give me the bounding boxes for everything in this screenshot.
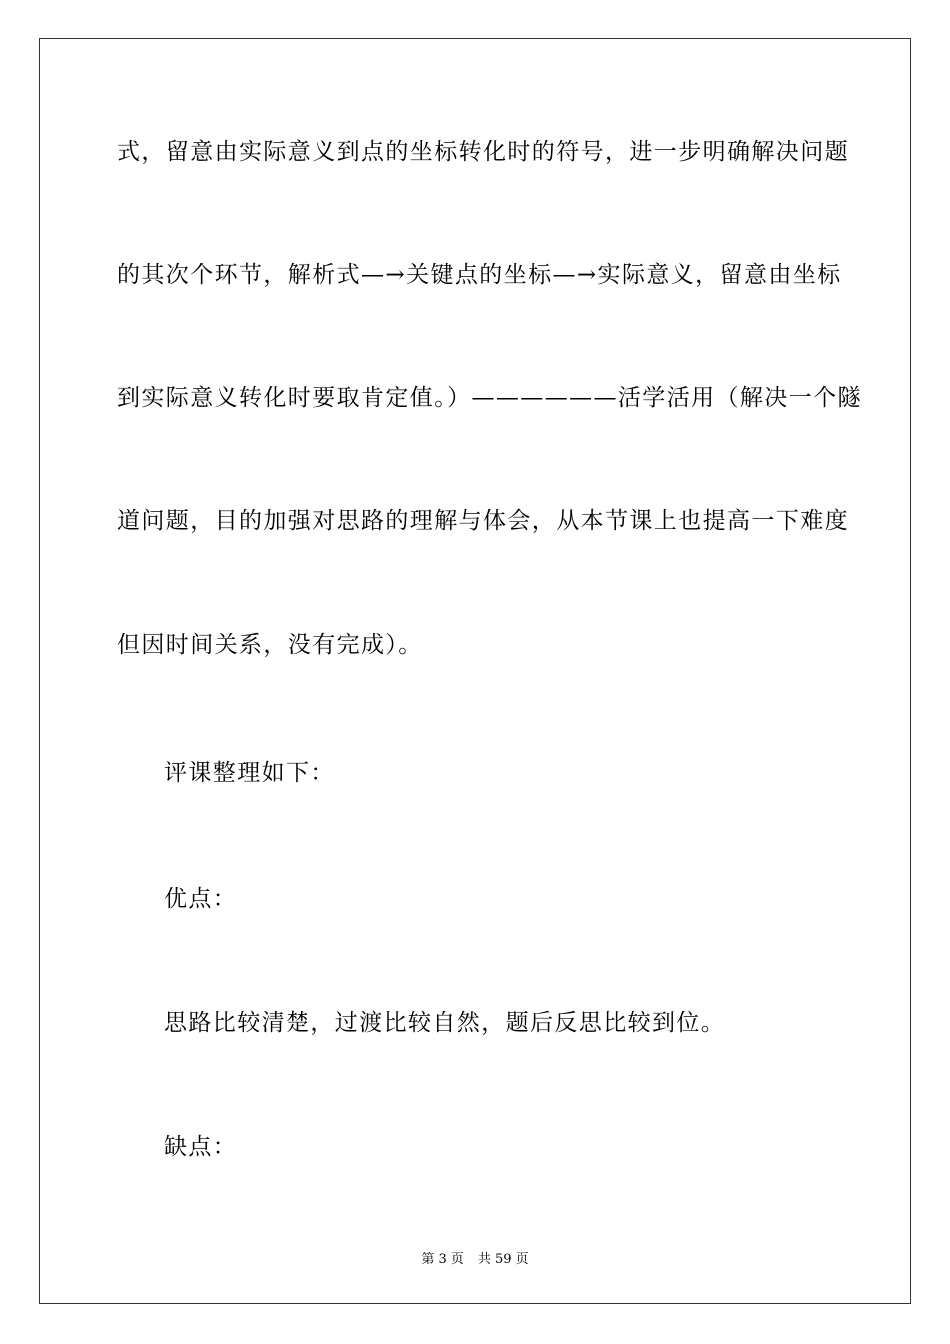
body-line-2: 的其次个环节，解析式—→关键点的坐标—→实际意义，留意由坐标 [117,262,842,288]
page-total: 共 59 页 [477,1252,529,1267]
page-frame [39,38,911,1304]
page-footer [0,1248,950,1267]
pros-text: 思路比较清楚，过渡比较自然，题后反思比较到位。 [164,1010,726,1036]
body-line-5: 但因时间关系，没有完成）。 [117,632,423,658]
pros-heading: 优点： [164,886,238,912]
review-heading: 评课整理如下： [164,760,335,786]
page-number: 第 3 页 [421,1252,464,1267]
cons-heading: 缺点： [164,1134,238,1160]
body-line-4: 道问题，目的加强对思路的理解与体会，从本节课上也提高一下难度 [117,508,849,534]
body-line-3: 到实际意义转化时要取肯定值。）——————活学活用（解决一个隧 [117,385,862,411]
body-line-1: 式，留意由实际意义到点的坐标转化时的符号，进一步明确解决问题 [117,139,849,165]
